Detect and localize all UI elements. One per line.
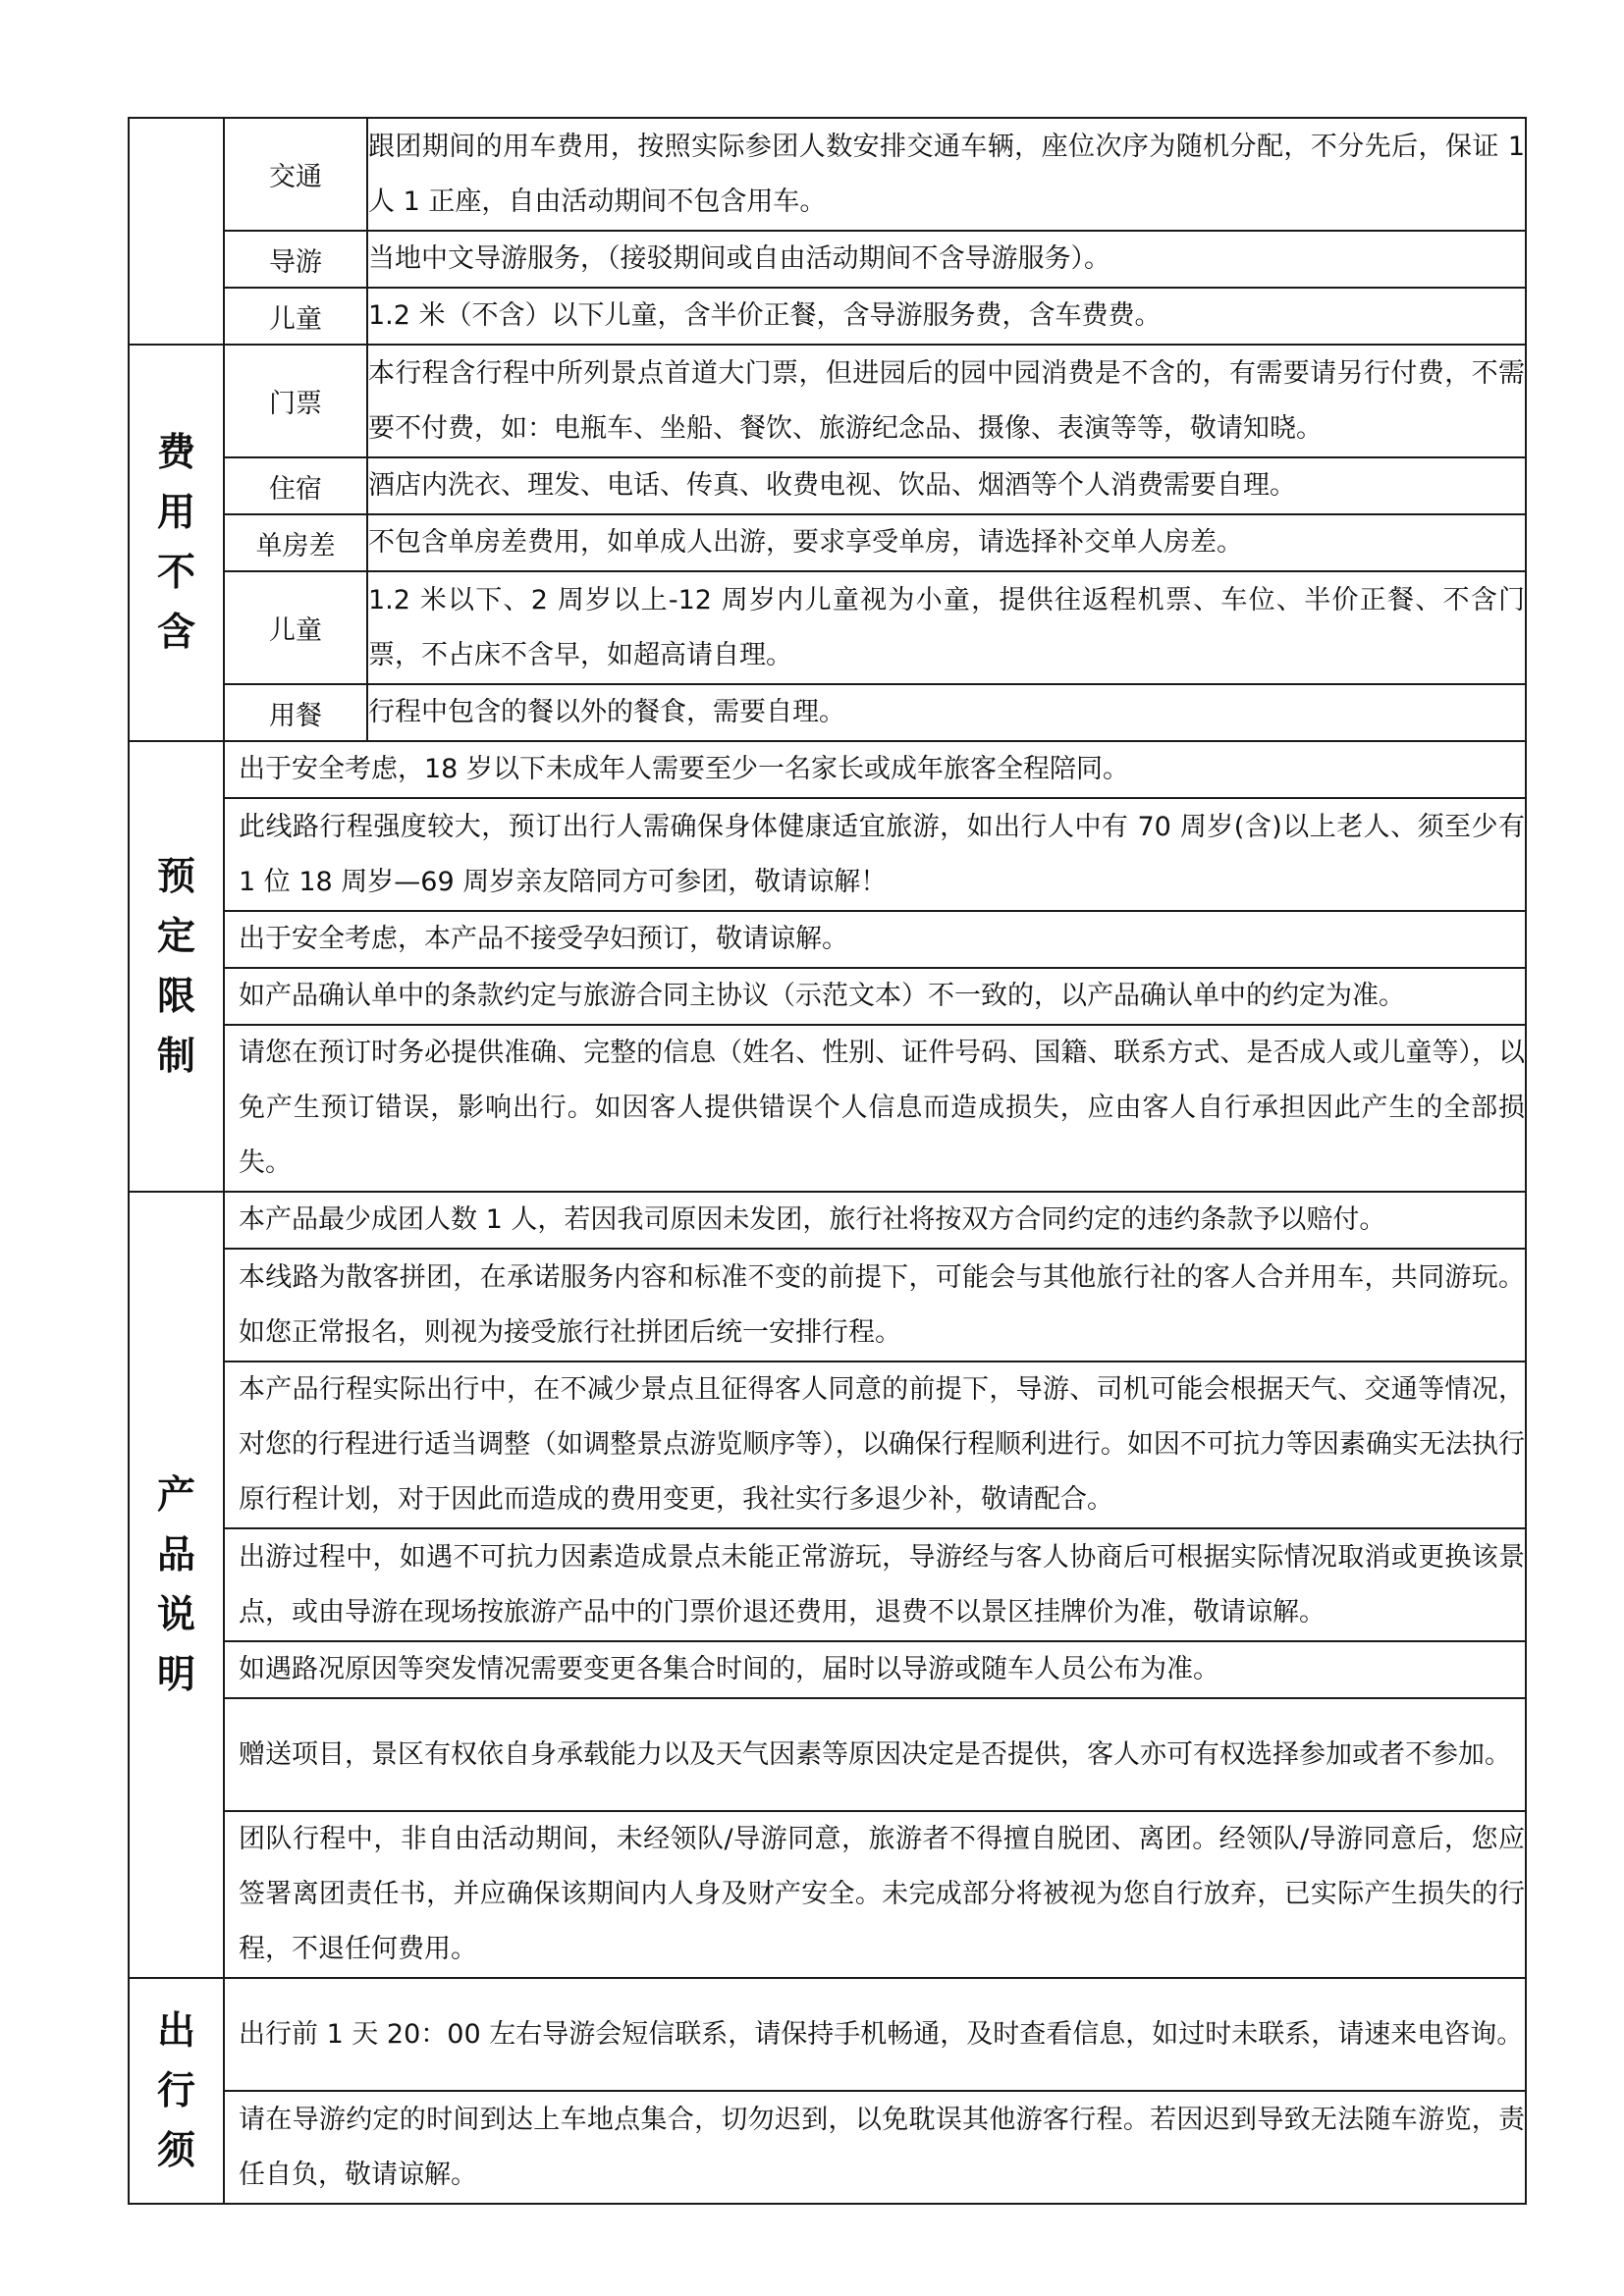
table-row bbox=[129, 231, 1526, 288]
content-cell: 此线路行程强度较大，预订出行人需确保身体健康适宜旅游，如出行人中有 70 周岁(含)以上老人、须至少有 1 位 18 周岁—69 周岁亲友陪同方可参团，敬请谅解！ bbox=[224, 798, 1526, 911]
content-cell: 赠送项目，景区有权依自身承载能力以及天气因素等原因决定是否提供，客人亦可有权选择参加或者不参加。 bbox=[224, 1698, 1526, 1811]
table-row bbox=[129, 798, 1526, 911]
content-cell: 1.2 米（不含）以下儿童，含半价正餐，含导游服务费，含车费费。 bbox=[367, 288, 1526, 345]
table-row bbox=[129, 1978, 1526, 2091]
table-row bbox=[129, 1025, 1526, 1192]
content-cell: 出游过程中，如遇不可抗力因素造成景点未能正常游玩，导游经与客人协商后可根据实际情况取消或更换该景点，或由导游在现场按旅游产品中的门票价退还费用，退费不以景区挂牌价为准，敬请谅解。 bbox=[224, 1528, 1526, 1641]
travel-terms-table bbox=[128, 117, 1527, 2205]
table-row bbox=[129, 684, 1526, 741]
table-row bbox=[129, 2091, 1526, 2204]
content-cell: 行程中包含的餐以外的餐食，需要自理。 bbox=[367, 684, 1526, 741]
content-cell: 酒店内洗衣、理发、电话、传真、收费电视、饮品、烟酒等个人消费需要自理。 bbox=[367, 457, 1526, 514]
content-cell: 不包含单房差费用，如单成人出游，要求享受单房，请选择补交单人房差。 bbox=[367, 514, 1526, 571]
content-cell: 如产品确认单中的条款约定与旅游合同主协议（示范文本）不一致的，以产品确认单中的约定为准。 bbox=[224, 968, 1526, 1025]
sub-label: 儿童 bbox=[224, 288, 367, 345]
content-cell: 出于安全考虑，本产品不接受孕妇预订，敬请谅解。 bbox=[224, 911, 1526, 968]
sub-label: 单房差 bbox=[224, 514, 367, 571]
table-row bbox=[129, 1192, 1526, 1249]
sub-label: 用餐 bbox=[224, 684, 367, 741]
content-cell: 如遇路况原因等突发情况需要变更各集合时间的，届时以导游或随车人员公布为准。 bbox=[224, 1641, 1526, 1698]
table-row bbox=[129, 514, 1526, 571]
table-row bbox=[129, 345, 1526, 457]
category-cell-product-notes bbox=[129, 1192, 224, 1978]
sub-label: 交通 bbox=[224, 118, 367, 231]
content-cell: 请您在预订时务必提供准确、完整的信息（姓名、性别、证件号码、国籍、联系方式、是否成人或儿童等），以免产生预订错误，影响出行。如因客人提供错误个人信息而造成损失，应由客人自行承担因此产生的全部损失。 bbox=[224, 1025, 1526, 1192]
category-label: 费用不含 bbox=[156, 431, 195, 655]
category-label: 产品说明 bbox=[156, 1472, 195, 1697]
table-row bbox=[129, 571, 1526, 684]
content-cell: 当地中文导游服务，（接驳期间或自由活动期间不含导游服务）。 bbox=[367, 231, 1526, 288]
table-row bbox=[129, 968, 1526, 1025]
category-cell-booking-restrictions bbox=[129, 741, 224, 1192]
content-cell: 本产品行程实际出行中，在不减少景点且征得客人同意的前提下，导游、司机可能会根据天气、交通等情况，对您的行程进行适当调整（如调整景点游览顺序等），以确保行程顺利进行。如因不可抗力等因素确实无法执行原行程计划，对于因此而造成的费用变更，我社实行多退少补，敬请配合。 bbox=[224, 1362, 1526, 1528]
table-row bbox=[129, 118, 1526, 231]
table-row bbox=[129, 911, 1526, 968]
sub-label: 住宿 bbox=[224, 457, 367, 514]
content-cell: 本线路为散客拼团，在承诺服务内容和标准不变的前提下，可能会与其他旅行社的客人合并用车，共同游玩。如您正常报名，则视为接受旅行社拼团后统一安排行程。 bbox=[224, 1249, 1526, 1362]
table-row bbox=[129, 1698, 1526, 1811]
content-cell: 1.2 米以下、2 周岁以上-12 周岁内儿童视为小童，提供往返程机票、车位、半价正餐、不含门票，不占床不含早，如超高请自理。 bbox=[367, 571, 1526, 684]
category-cell-travel-notice bbox=[129, 1978, 224, 2204]
content-cell: 跟团期间的用车费用，按照实际参团人数安排交通车辆，座位次序为随机分配，不分先后，保证 1 人 1 正座，自由活动期间不包含用车。 bbox=[367, 118, 1526, 231]
table-row bbox=[129, 741, 1526, 798]
table-row bbox=[129, 1249, 1526, 1362]
sub-label: 导游 bbox=[224, 231, 367, 288]
sub-label: 门票 bbox=[224, 345, 367, 457]
sub-label: 儿童 bbox=[224, 571, 367, 684]
table-row bbox=[129, 288, 1526, 345]
category-label: 出行须 bbox=[156, 2008, 195, 2173]
table-row bbox=[129, 1528, 1526, 1641]
content-cell: 请在导游约定的时间到达上车地点集合，切勿迟到，以免耽误其他游客行程。若因迟到导致无法随车游览，责任自负，敬请谅解。 bbox=[224, 2091, 1526, 2204]
table-row bbox=[129, 1641, 1526, 1698]
content-cell: 本产品最少成团人数 1 人，若因我司原因未发团，旅行社将按双方合同约定的违约条款予以赔付。 bbox=[224, 1192, 1526, 1249]
table-row bbox=[129, 1811, 1526, 1978]
content-cell: 出行前 1 天 20：00 左右导游会短信联系，请保持手机畅通，及时查看信息，如过时未联系，请速来电咨询。 bbox=[224, 1978, 1526, 2091]
category-label: 预定限制 bbox=[156, 854, 195, 1079]
content-cell: 团队行程中，非自由活动期间，未经领队/导游同意，旅游者不得擅自脱团、离团。经领队/导游同意后，您应签署离团责任书，并应确保该期间内人身及财产安全。未完成部分将被视为您自行放弃，已实际产生损失的行程，不退任何费用。 bbox=[224, 1811, 1526, 1978]
table-row bbox=[129, 1362, 1526, 1528]
table-row bbox=[129, 457, 1526, 514]
category-cell-cost-excluded bbox=[129, 345, 224, 741]
content-cell: 出于安全考虑，18 岁以下未成年人需要至少一名家长或成年旅客全程陪同。 bbox=[224, 741, 1526, 798]
content-cell: 本行程含行程中所列景点首道大门票，但进园后的园中园消费是不含的，有需要请另行付费，不需要不付费，如：电瓶车、坐船、餐饮、旅游纪念品、摄像、表演等等，敬请知晓。 bbox=[367, 345, 1526, 457]
category-cell-cost-included bbox=[129, 118, 224, 345]
